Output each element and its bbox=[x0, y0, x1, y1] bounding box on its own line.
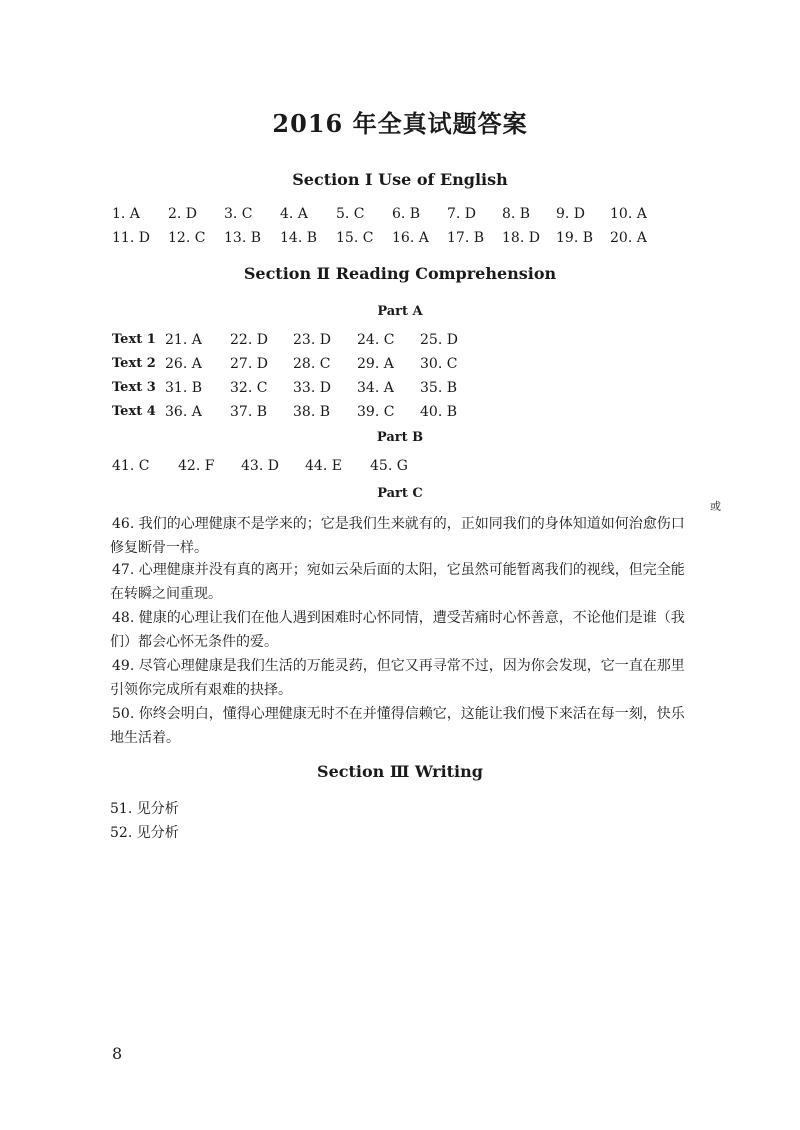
part-a-heading: Part A bbox=[377, 304, 423, 319]
answer-item: 7. D bbox=[447, 206, 477, 222]
answer-item: 27. D bbox=[230, 356, 268, 372]
part-b-row bbox=[0, 458, 800, 480]
text-label: Text 2 bbox=[112, 356, 156, 371]
answer-item: 32. C bbox=[230, 380, 268, 396]
answer-item: 42. F bbox=[178, 458, 215, 474]
text1-row bbox=[0, 332, 800, 354]
section3-heading: Section Ⅲ Writing bbox=[317, 762, 483, 781]
answer-item: 11. D bbox=[112, 230, 150, 246]
answer-item: 16. A bbox=[392, 230, 429, 246]
section1-row1 bbox=[0, 206, 800, 228]
text-label: Text 1 bbox=[112, 332, 156, 347]
answer-item: 30. C bbox=[420, 356, 458, 372]
answer-item: 28. C bbox=[293, 356, 331, 372]
answer-item: 6. B bbox=[392, 206, 421, 222]
answer-item: 45. G bbox=[370, 458, 408, 474]
answer-item: 22. D bbox=[230, 332, 268, 348]
answer-item: 3. C bbox=[224, 206, 253, 222]
page-number: 8 bbox=[112, 1044, 123, 1063]
text4-row bbox=[0, 404, 800, 426]
insert-mark: 或 bbox=[710, 500, 721, 513]
part-c-heading: Part C bbox=[377, 486, 423, 501]
answer-item: 37. B bbox=[230, 404, 268, 420]
answer-item: 12. C bbox=[168, 230, 206, 246]
answer-item: 31. B bbox=[165, 380, 203, 396]
part-b-heading: Part B bbox=[376, 430, 424, 445]
answer-item: 4. A bbox=[280, 206, 308, 222]
translation-48: 48. 健康的心理让我们在他人遇到困难时心怀同情，遭受苦痛时心怀善意，不论他们是谁（我们）都会心怀无条件的爱。 bbox=[110, 610, 685, 650]
translation-49: 49. 尽管心理健康是我们生活的万能灵药，但它又再寻常不过，因为你会发现，它一直在那里引领你完成所有艰难的抉择。 bbox=[110, 658, 685, 698]
section1-heading: Section Ⅰ Use of English bbox=[292, 170, 508, 189]
answer-item: 2. D bbox=[168, 206, 198, 222]
writing-52: 52. 见分析 bbox=[110, 825, 179, 841]
answer-item: 15. C bbox=[336, 230, 374, 246]
answer-item: 23. D bbox=[293, 332, 331, 348]
answer-item: 10. A bbox=[610, 206, 647, 222]
section2-heading: Section Ⅱ Reading Comprehension bbox=[243, 264, 557, 283]
answer-item: 21. A bbox=[165, 332, 202, 348]
answer-item: 33. D bbox=[293, 380, 331, 396]
translation-50: 50. 你终会明白，懂得心理健康无时不在并懂得信赖它，这能让我们慢下来活在每一刻，快乐地生活着。 bbox=[110, 706, 685, 746]
answer-item: 36. A bbox=[165, 404, 202, 420]
answer-item: 5. C bbox=[336, 206, 365, 222]
text2-row bbox=[0, 356, 800, 378]
answer-item: 39. C bbox=[357, 404, 395, 420]
text3-row bbox=[0, 380, 800, 402]
answer-item: 19. B bbox=[556, 230, 594, 246]
answer-item: 35. B bbox=[420, 380, 458, 396]
answer-item: 17. B bbox=[447, 230, 485, 246]
answer-item: 44. E bbox=[305, 458, 342, 474]
page-title: 2016 年全真试题答案 bbox=[272, 109, 528, 138]
answer-item: 26. A bbox=[165, 356, 202, 372]
answer-item: 24. C bbox=[357, 332, 395, 348]
text-label: Text 3 bbox=[112, 380, 156, 395]
answer-item: 1. A bbox=[112, 206, 140, 222]
answer-item: 29. A bbox=[357, 356, 394, 372]
text-label: Text 4 bbox=[112, 404, 156, 419]
answer-item: 41. C bbox=[112, 458, 150, 474]
writing-51: 51. 见分析 bbox=[110, 801, 179, 817]
answer-item: 40. B bbox=[420, 404, 458, 420]
answer-item: 38. B bbox=[293, 404, 331, 420]
answer-item: 13. B bbox=[224, 230, 262, 246]
translation-47: 47. 心理健康并没有真的离开；宛如云朵后面的太阳，它虽然可能暂离我们的视线，但完全能在转瞬之间重现。 bbox=[110, 562, 685, 602]
answer-item: 43. D bbox=[241, 458, 279, 474]
answer-item: 34. A bbox=[357, 380, 394, 396]
translation-46: 46. 我们的心理健康不是学来的；它是我们生来就有的，正如同我们的身体知道如何治愈伤口修复断骨一样。 bbox=[110, 516, 685, 556]
answer-item: 18. D bbox=[502, 230, 540, 246]
section1-row2 bbox=[0, 230, 800, 252]
answer-item: 9. D bbox=[556, 206, 586, 222]
answer-item: 25. D bbox=[420, 332, 458, 348]
answer-item: 20. A bbox=[610, 230, 647, 246]
answer-item: 14. B bbox=[280, 230, 318, 246]
answer-item: 8. B bbox=[502, 206, 531, 222]
